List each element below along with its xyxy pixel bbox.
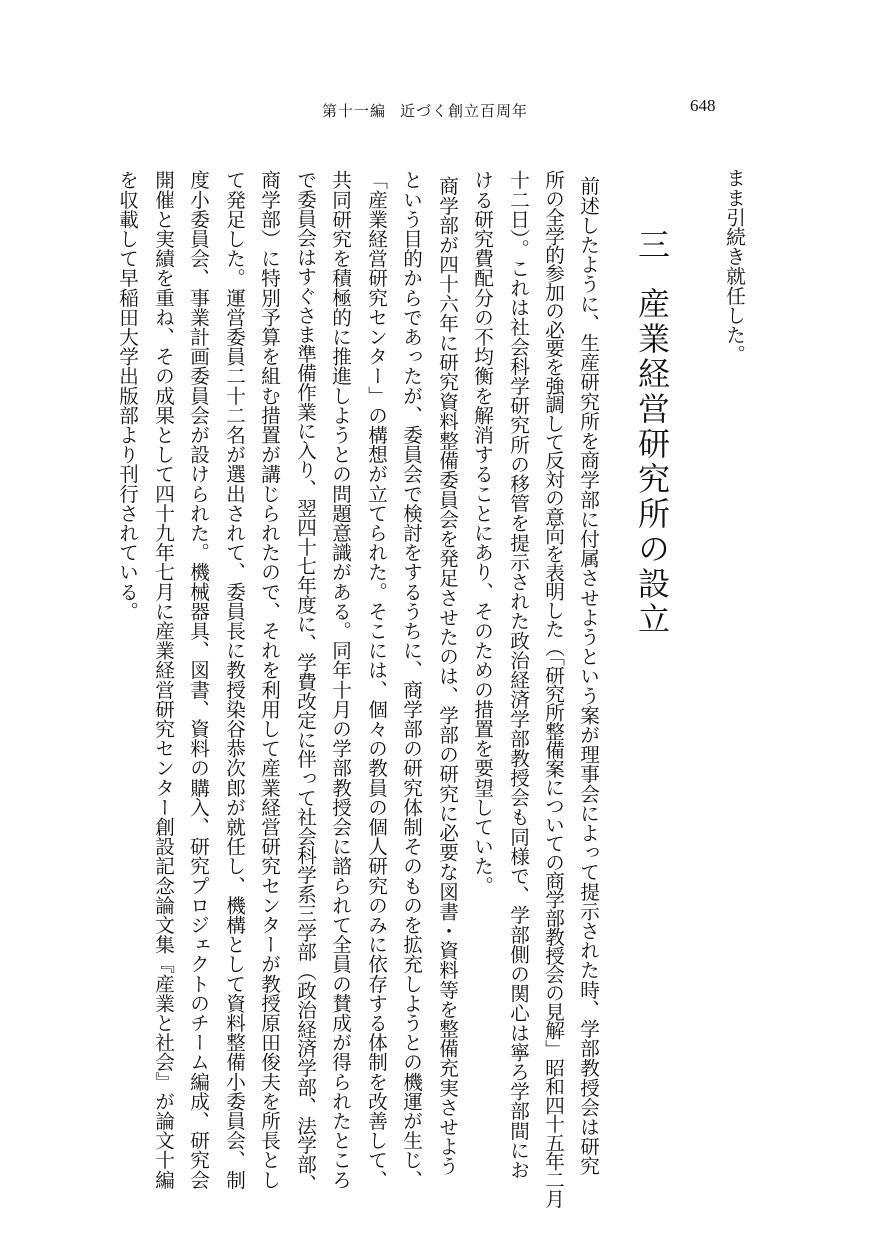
running-head <box>322 100 552 121</box>
text-column-8: 「産業経営研究センター」の構想が立てられた。そこには、個々の教員の個人研究のみに依存する体制を改善して、 <box>364 170 388 1190</box>
text-column-14: 開催と実績を重ね、その成果として四十九年七月に産業経営研究センター創設記念論文集『産業と社会』が論文十編 <box>151 170 175 1190</box>
text-column-11: 商学部）に特別予算を組む措置が講じられたので、それを利用して産業経営研究センターが教授原田俊夫を所長とし <box>257 170 281 1190</box>
text-column-15: を収載して早稲田大学出版部より刊行されている。 <box>115 170 139 621</box>
text-column-5: ける研究費配分の不均衡を解消することにあり、そのための措置を要望していた。 <box>470 170 494 896</box>
text-column-12: て発足した。運営委員二十二名が選出されて、委員長に教授染谷恭次郎が就任し、機構として資料整備小委員会、制 <box>222 170 246 1190</box>
text-column-1: まま引続き就任した。 <box>722 168 746 364</box>
running-head-title: 近づく創立百周年 <box>400 102 529 120</box>
text-column-6: 商学部が四十六年に研究資料整備委員会を発足させたのは、学部の研究に必要な図書・資料等を整備充実させよう <box>435 176 459 1176</box>
section-title: 産業経営研究所の設立 <box>633 287 671 637</box>
running-head-chapter: 第十一編 <box>322 102 387 120</box>
section-number: 三 <box>633 228 671 263</box>
text-column-13: 度小委員会、事業計画委員会が設けられた。機械器具、図書、資料の購入、研究プロジェクトのチーム編成、研究会 <box>186 170 210 1190</box>
text-column-4: 十二日）。これは社会科学研究所の移管を提示された政治経済学部教授会も同様で、学部側の関心は寧ろ学部間にお <box>506 170 530 1180</box>
text-column-7: という目的からであったが、委員会で検討をするうちに、商学部の研究体制そのものを拡充しようとの機運が生じ、 <box>399 170 423 1190</box>
section-heading <box>633 228 671 637</box>
text-column-10: で委員会はすぐさま準備作業に入り、翌四十七年度に、学費改定に伴って社会科学系三学部（政治経済学部、法学部、 <box>293 170 317 1193</box>
text-column-2: 前述したように、生産研究所を商学部に付属させようという案が理事会によって提示された時、学部教授会は研究 <box>576 176 600 1176</box>
text-column-3: 所の全学的参加の必要を強調して反対の意向を表明した（「研究所整備案についての商学部教授会の見解」昭和四十五年二月 <box>541 170 565 1208</box>
page-number: 648 <box>690 96 716 115</box>
text-column-9: 共同研究を積極的に推進しようとの問題意識がある。同年十月の学部教授会に諮られて全員の賛成が得られたところ <box>328 170 352 1190</box>
